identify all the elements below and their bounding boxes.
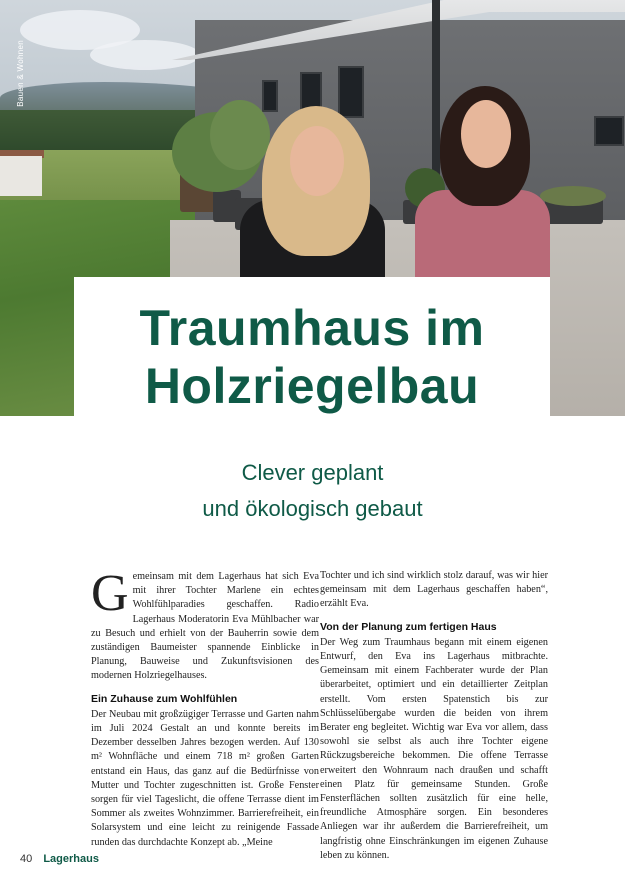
brand-name: Lagerhaus (43, 853, 99, 865)
page-footer (20, 853, 99, 865)
title-box (74, 277, 550, 417)
paragraph-1-continued: Tochter und ich sind wirklich stolz darauf, was wir hier gemeinsam mit dem Lagerhaus geschaffen haben“, erzählt Eva. (320, 570, 548, 610)
section-label: Bauen & Wohnen (16, 40, 25, 107)
section-heading-2: Von der Planung zum fertigen Haus (320, 620, 497, 633)
title-line-2: Holzriegelbau (144, 358, 480, 414)
page-title (74, 299, 550, 415)
page-number: 40 (20, 853, 33, 865)
paragraph-2: Der Weg zum Traumhaus begann mit einem eigenen Entwurf, den Eva ins Lagerhaus mitbrachte. Gemeinsam mit einem Fachberater wurde der Plan überarbeitet, optimiert und ein detaillierter Zeitplan erstellt. Vom ersten Spatenstich bis zur Schlüsselübergabe wurden die beiden von ihrem Berater eng begleitet. Wichtig war Eva vor allem, dass sowohl sie selbst als auch ihre Tochter eigene Rückzugsbereiche bekommen. Die offene Terrasse erweitert den Wohnraum nach draußen und schafft einen Platz für gemeinsame Stunden. Große Fensterflächen sollten zusätzlich für eine helle, freundliche Atmosphäre sorgen. Ein besonderes Anliegen war ihr außerdem die Barrierefreiheit, um langfristig ohne Einschränkungen im eigenen Zuhause leben zu können. (320, 636, 548, 861)
subtitle-line-2: und ökologisch gebaut (202, 496, 423, 521)
paragraph-1: Der Neubau mit großzügiger Terrasse und Garten nahm im Juli 2024 Gestalt an und konnte bereits im Dezember desselben Jahres bezogen werden. Auf 130 m² Wohnfläche und einem 718 m² großen Garten entstand ein Haus, das ganz auf die Bedürfnisse von Mutter und Tochter zugeschnitten ist. Große Fenster sorgen für viel Tageslicht, die offene Terrasse dient im Sommer als zweites Wohnzimmer. Barrierefreiheit, ein Solarsystem und eine leicht zu reinigende Fassade runden das durchdachte Konzept ab. „Meine (91, 708, 319, 848)
subtitle-line-1: Clever geplant (241, 460, 384, 485)
article-column-1 (91, 565, 319, 850)
intro-text: emeinsam mit dem Lagerhaus hat sich Eva mit ihrer Tochter Marlene ein echtes Wohlfühlparadies geschaffen. Radio Lagerhaus Moderatorin Eva Mühlbacher war zu Besuch und erhielt von der Bauherrin sowie dem zuständigen Baumeister spannende Einblicke in Planung, Bauweise und Zukunftsvisionen des modernen Holzriegelhauses. (91, 571, 319, 682)
intro-paragraph (91, 565, 319, 684)
title-line-1: Traumhaus im (139, 300, 485, 356)
drop-cap: G (91, 565, 129, 622)
article-column-2 (320, 569, 548, 863)
section-heading-1: Ein Zuhause zum Wohlfühlen (91, 692, 238, 705)
subtitle (0, 455, 625, 527)
